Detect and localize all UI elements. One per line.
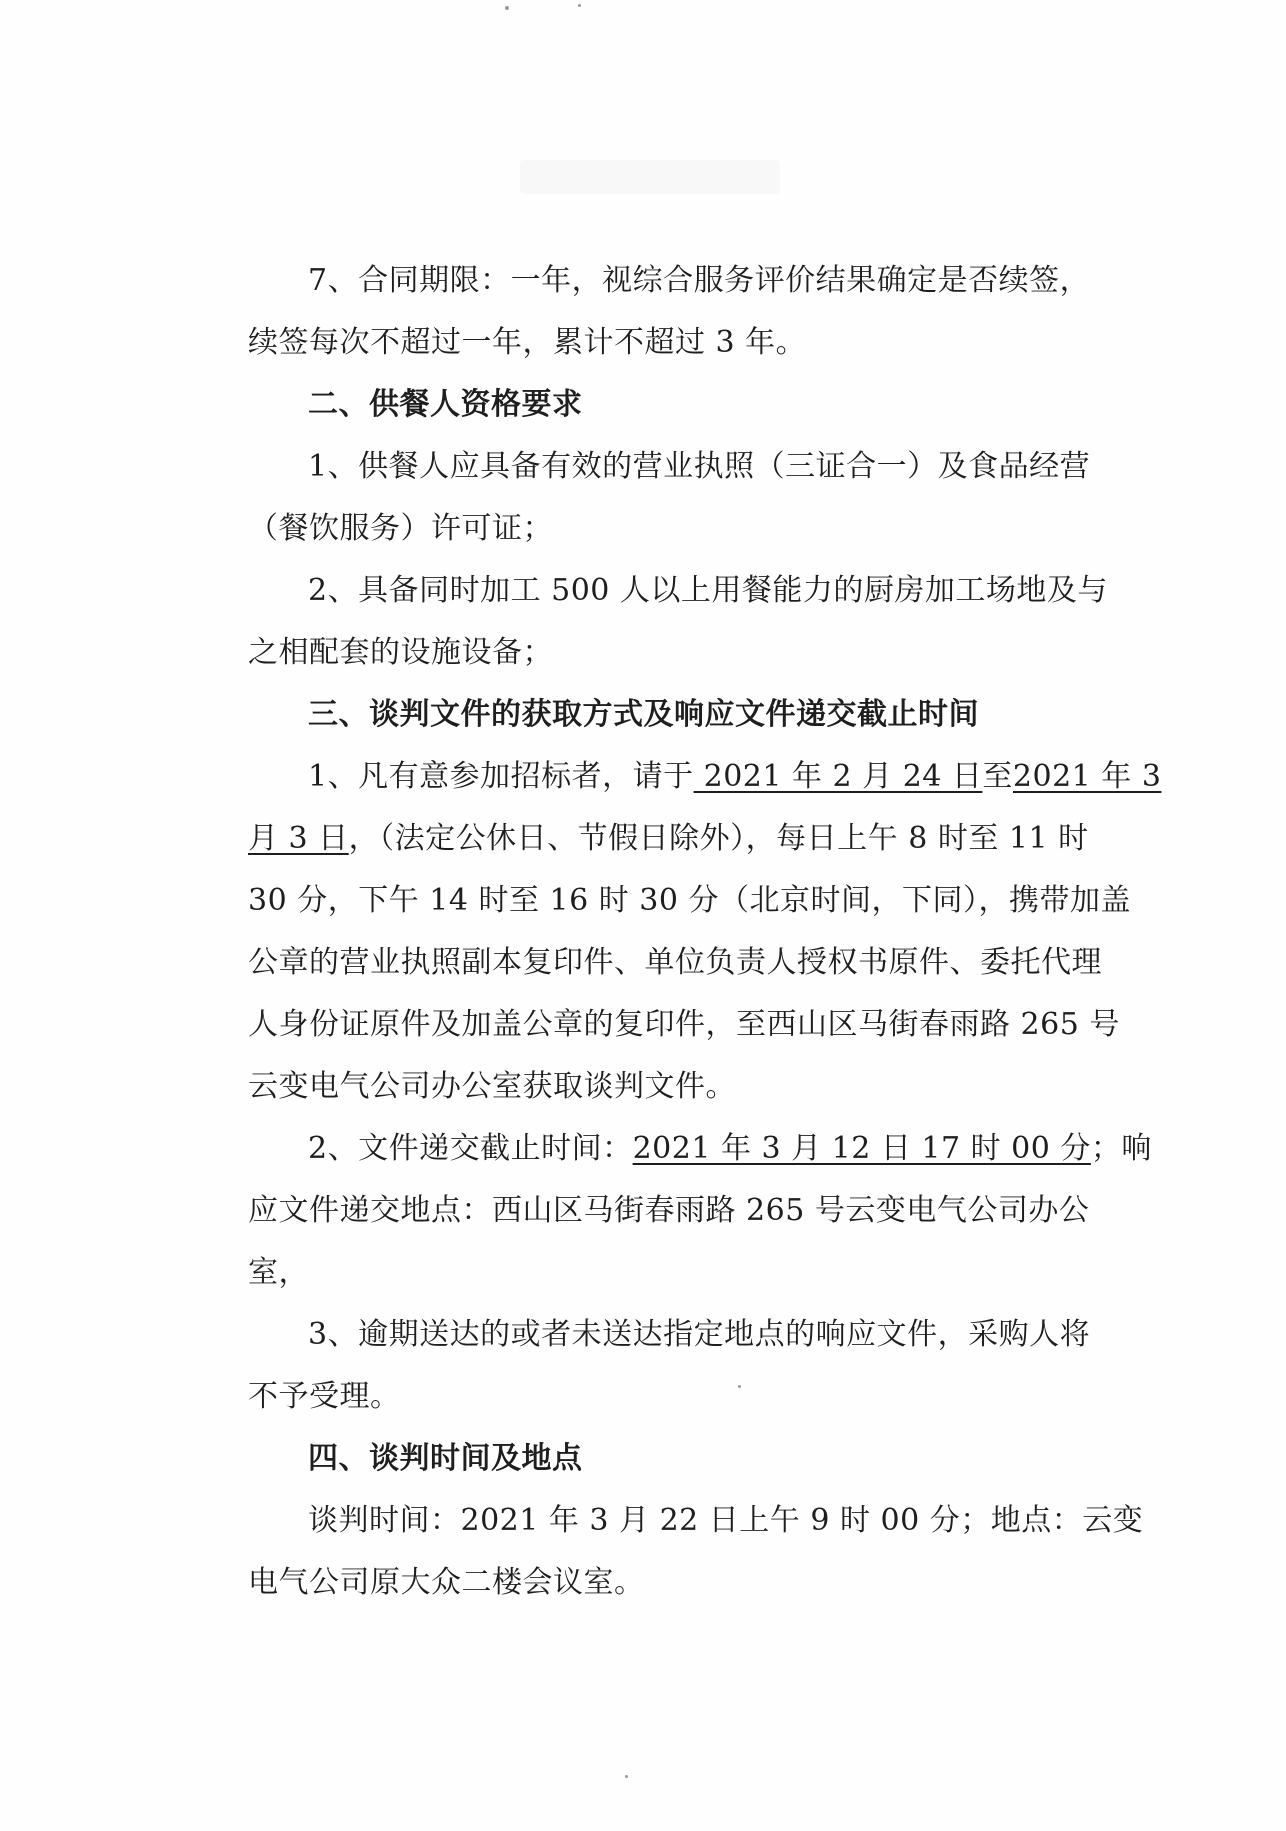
item-7-line-1: 7、合同期限：一年，视综合服务评价结果确定是否续签， bbox=[308, 263, 1091, 298]
s3-item-3-line-1: 3、逾期送达的或者未送达指定地点的响应文件，采购人将 bbox=[308, 1317, 1091, 1352]
s4-line-2: 电气公司原大众二楼会议室。 bbox=[248, 1565, 645, 1600]
s3-item-2-tail: ；响 bbox=[1090, 1131, 1152, 1166]
item-7-line-2: 续签每次不超过一年，累计不超过 3 年。 bbox=[248, 325, 807, 360]
deadline-value: 2021 年 3 月 12 日 17 时 00 分 bbox=[632, 1131, 1091, 1166]
start-date: 2021 年 2 月 24 日 bbox=[693, 759, 983, 794]
deadline-label: 2、文件递交截止时间： bbox=[308, 1131, 633, 1166]
s3-item-1-line-5: 人身份证原件及加盖公章的复印件，至西山区马街春雨路 265 号 bbox=[248, 1007, 1120, 1042]
s3-item-1-line-4: 公章的营业执照副本复印件、单位负责人授权书原件、委托代理 bbox=[248, 945, 1102, 980]
s3-item-1-hours: ，（法定公休日、节假日除外），每日上午 8 时至 11 时 bbox=[348, 821, 1089, 856]
section-3-heading: 三、谈判文件的获取方式及响应文件递交截止时间 bbox=[308, 697, 979, 732]
s3-item-1-line-1 bbox=[248, 746, 1162, 808]
end-date-part-1: 2021 年 3 bbox=[1012, 759, 1162, 794]
s3-item-1-line-6: 云变电气公司办公室获取谈判文件。 bbox=[248, 1069, 736, 1104]
section-4-heading: 四、谈判时间及地点 bbox=[308, 1441, 583, 1476]
s4-line-1: 谈判时间：2021 年 3 月 22 日上午 9 时 00 分；地点：云变 bbox=[308, 1503, 1144, 1538]
scan-speck bbox=[625, 1775, 628, 1778]
scan-speck bbox=[505, 6, 509, 10]
s3-item-1-prefix: 1、凡有意参加招标者，请于 bbox=[308, 759, 694, 794]
document-body bbox=[248, 250, 1162, 1614]
s3-item-1-line-3: 30 分，下午 14 时至 16 时 30 分（北京时间，下同），携带加盖 bbox=[248, 883, 1131, 918]
s3-item-2-line-1 bbox=[248, 1118, 1152, 1180]
s3-item-3-line-2: 不予受理。 bbox=[248, 1379, 401, 1414]
s2-item-2-line-1: 2、具备同时加工 500 人以上用餐能力的厨房加工场地及与 bbox=[308, 573, 1108, 608]
faint-header-mark bbox=[520, 160, 780, 194]
end-date-part-2: 月 3 日 bbox=[248, 821, 349, 856]
s3-item-2-line-2: 应文件递交地点：西山区马街春雨路 265 号云变电气公司办公 bbox=[248, 1193, 1090, 1228]
s2-item-1-line-2: （餐饮服务）许可证； bbox=[248, 511, 553, 546]
s3-item-1-to: 至 bbox=[982, 759, 1013, 794]
s2-item-1-line-1: 1、供餐人应具备有效的营业执照（三证合一）及食品经营 bbox=[308, 449, 1091, 484]
section-2-heading: 二、供餐人资格要求 bbox=[308, 387, 583, 422]
scan-speck bbox=[578, 4, 581, 7]
s3-item-2-line-3: 室， bbox=[248, 1255, 309, 1290]
s3-item-1-line-2 bbox=[248, 808, 1118, 870]
s2-item-2-line-2: 之相配套的设施设备； bbox=[248, 635, 553, 670]
